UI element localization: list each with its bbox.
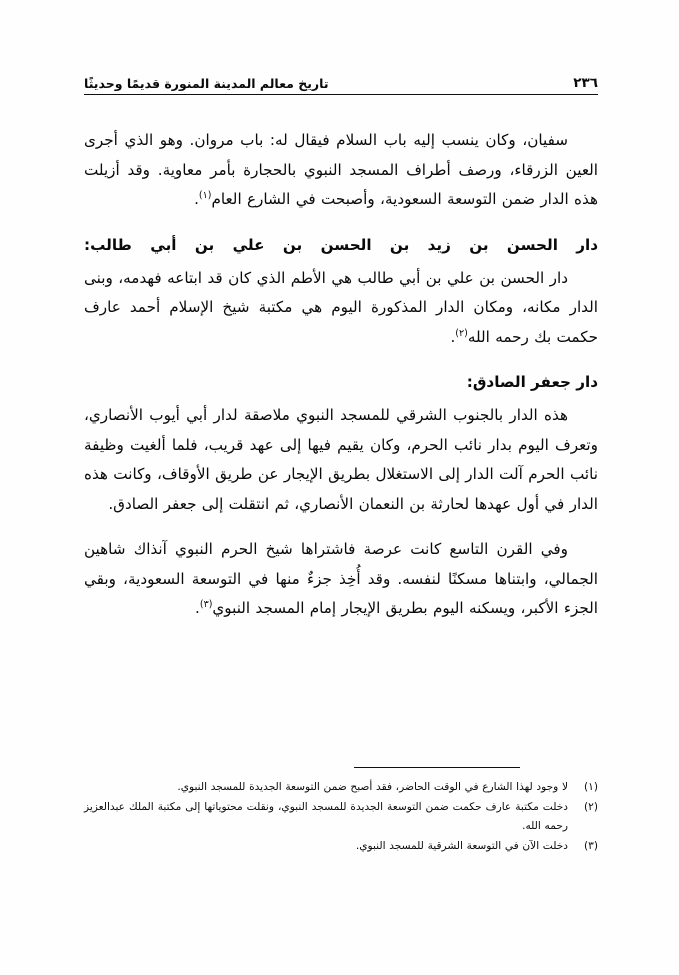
header-divider-rule (84, 94, 598, 95)
paragraph-4-text: وفي القرن التاسع كانت عرصة فاشتراها شيخ الحرم النبوي آنذاك شاهين الجمالي، وابتناها مسكنًا لنفسه. وقد أُخِذ جزءٌ منها في التوسعة السعودية، وبقي الجزء الأكبر، ويسكنه اليوم بطريق الإيجار إمام المسجد النبوي (84, 540, 598, 617)
paragraph-1-text: سفيان، وكان ينسب إليه باب السلام فيقال له: باب مروان. وهو الذي أجرى العين الزرقاء، ورصف أطراف المسجد النبوي بالحجارة بأمر معاوية. وقد أزيلت هذه الدار ضمن التوسعة السعودية، وأصبحت في الشارع العام (84, 131, 598, 208)
footnote-number: (٣) (584, 840, 598, 852)
paragraph-4-tail: . (195, 599, 200, 617)
paragraph-3: هذه الدار بالجنوب الشرقي للمسجد النبوي ملاصقة لدار أبي أيوب الأنصاري، وتعرف اليوم بدار نائب الحرم، وكان يقيم فيها إلى عهد قريب، فلما ألغيت وظيفة نائب الحرم آلت الدار إلى الاستغلال بطريق الإيجار عن طريق الأوقاف، وكانت هذه الدار في أول عهدها لحارثة بن النعمان الأنصاري، ثم انتقلت إلى جعفر الصادق. (84, 406, 598, 513)
footnote-separator-rule (354, 767, 520, 768)
paragraph-2 (84, 264, 598, 353)
footnote-item (84, 778, 598, 797)
footnote-ref-2[interactable]: (٢) (455, 327, 468, 339)
section-heading-1: دار الحسن بن زيد بن الحسن بن علي بن أبي طالب: (84, 235, 598, 254)
footnote-number: (١) (584, 781, 598, 793)
footnotes-section (84, 778, 598, 857)
body-text-column (84, 126, 598, 624)
header-book-title: تاريخ معالم المدينة المنورة قديمًا وحديثًا (84, 75, 329, 91)
paragraph-1 (84, 126, 598, 215)
paragraph-2-text: دار الحسن بن علي بن أبي طالب هي الأطم الذي كان قد ابتاعه فهدمه، وبنى الدار مكانه، ومكان الدار المذكورة اليوم هي مكتبة شيخ الإسلام أحمد عارف حكمت بك رحمه الله (84, 268, 598, 346)
footnote-text: دخلت الآن في التوسعة الشرقية للمسجد النبوي. (355, 840, 568, 852)
section-heading-2: دار جعفر الصادق: (466, 373, 598, 391)
paragraph-2-tail: . (450, 327, 456, 346)
footnote-item (84, 837, 598, 856)
paragraph-4 (84, 535, 598, 624)
footnote-text: دخلت مكتبة عارف حكمت ضمن التوسعة الجديدة للمسجد النبوي، ونقلت محتوياتها إلى مكتبة الملك عبدالعزيز رحمه الله. (84, 801, 568, 832)
running-header (84, 58, 598, 92)
footnote-item (84, 798, 598, 836)
page-number: ٢٣٦ (573, 74, 598, 91)
paragraph-1-tail: . (194, 190, 199, 208)
footnote-number: (٢) (584, 801, 598, 813)
footnote-ref-1[interactable]: (١) (198, 189, 212, 201)
footnote-text: لا وجود لهذا الشارع في الوقت الحاضر، فقد أصبح ضمن التوسعة الجديدة للمسجد النبوي. (177, 781, 568, 793)
footnote-ref-3[interactable]: (٣) (199, 598, 213, 610)
